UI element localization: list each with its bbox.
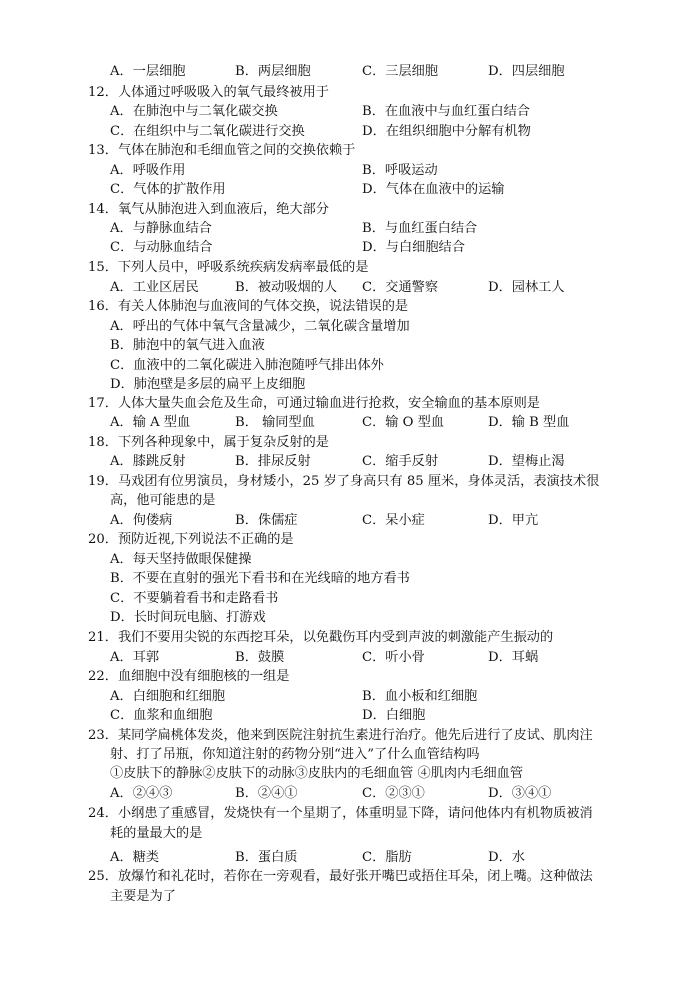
option-a: C．在组织中与二氧化碳进行交换 (110, 124, 305, 139)
option-d: D．输 B 型血 (488, 415, 570, 430)
question-text: 12．人体通过呼吸吸入的氧气最终被用于 (88, 85, 329, 100)
option-text: A．每天坚持做眼保健操 (110, 552, 252, 567)
options-row (0, 219, 696, 239)
option-a: A．白细胞和红细胞 (110, 689, 226, 704)
options-row (0, 122, 696, 142)
option-d: D．③④① (488, 786, 552, 801)
options-row (0, 238, 696, 258)
option-d: D．耳蜗 (488, 650, 539, 665)
option-b: B．被动吸烟的人 (235, 280, 338, 295)
option-text: 射、打了吊瓶，你知道注射的药物分别“进入”了什么血管结构吗 (110, 747, 480, 762)
option-b: B．鼓膜 (235, 650, 285, 665)
option-text: D．长时间玩电脑、打游戏 (110, 610, 266, 625)
question-text: 21．我们不要用尖锐的东西挖耳朵，以免戳伤耳内受到声波的刺激能产生振动的 (88, 630, 554, 645)
option-a: C．气体的扩散作用 (110, 182, 226, 197)
option-text: D．肺泡壁是多层的扁平上皮细胞 (110, 377, 306, 392)
question-text: 24．小纲患了重感冒，发烧快有一个星期了，体重明显下降，请问他体内有机物质被消 (88, 806, 593, 821)
question-text: 20．预防近视,下列说法不正确的是 (88, 532, 294, 547)
options-row (0, 413, 696, 433)
options-row (0, 180, 696, 200)
option-c: B．呼吸运动 (362, 163, 438, 178)
option-b: B． 输同型血 (235, 415, 315, 430)
question-text: 22．血细胞中没有细胞核的一组是 (88, 669, 290, 684)
option-text: 耗的量最大的是 (110, 826, 203, 841)
question-text: 16．有关人体肺泡与血液间的气体交换，说法错误的是 (88, 299, 409, 314)
option-c: C．听小骨 (362, 650, 425, 665)
option-c: C．输 O 型血 (362, 415, 445, 430)
option-text: B．肺泡中的氧气进入血液 (110, 338, 265, 353)
option-c: C．交通警察 (362, 280, 439, 295)
option-a: C．血浆和血细胞 (110, 708, 213, 723)
option-d: D．甲亢 (488, 513, 539, 528)
option-a: A．糖类 (110, 850, 160, 865)
option-c: D．与白细胞结合 (362, 240, 465, 255)
option-c: C．呆小症 (362, 513, 425, 528)
question-text: 13．气体在肺泡和毛细血管之间的交换依赖于 (88, 143, 356, 158)
option-a: A．佝偻病 (110, 513, 173, 528)
option-b: B．排尿反射 (235, 454, 311, 469)
question-text: 14．氧气从肺泡进入到血液后，绝大部分 (88, 202, 329, 217)
option-text: B．不要在直射的强光下看书和在光线暗的地方看书 (110, 571, 410, 586)
option-a: A．耳郭 (110, 650, 160, 665)
option-c: C．脂肪 (362, 850, 412, 865)
option-c: B．与血红蛋白结合 (362, 221, 478, 236)
option-text: C．不要躺着看书和走路看书 (110, 591, 279, 606)
option-c: C．缩手反射 (362, 454, 439, 469)
question-text: 19．马戏团有位男演员，身材矮小，25 岁了身高只有 85 厘米，身体灵活，表演技术很 (88, 474, 600, 489)
question-text: 25．放爆竹和礼花时，若你在一旁观看，最好张开嘴巴或捂住耳朵，闭上嘴。这种做法 (88, 869, 593, 884)
options-row (0, 511, 696, 531)
option-a: A．输 A 型血 (110, 415, 191, 430)
option-c: C．②③① (362, 786, 425, 801)
question-text: 17．人体大量失血会危及生命，可通过输血进行抢救，安全输血的基本原则是 (88, 396, 540, 411)
option-a: A．在肺泡中与二氧化碳交换 (110, 104, 278, 119)
option-c: B．在血液中与血红蛋白结合 (362, 104, 530, 119)
option-c: C．三层细胞 (362, 64, 439, 79)
options-row (0, 687, 696, 707)
options-row (0, 452, 696, 472)
option-c: D．气体在血液中的运输 (362, 182, 505, 197)
option-d: D．园林工人 (488, 280, 565, 295)
option-text: C．血液中的二氧化碳进入肺泡随呼气排出体外 (110, 358, 384, 373)
question-text: 15．下列人员中，呼吸系统疾病发病率最低的是 (88, 260, 369, 275)
option-a: A．工业区居民 (110, 280, 199, 295)
option-b: B．两层细胞 (235, 64, 311, 79)
options-row (0, 102, 696, 122)
option-a: A．呼吸作用 (110, 163, 186, 178)
options-row (0, 706, 696, 726)
question-text: 23．某同学扁桃体发炎，他来到医院注射抗生素进行治疗。他先后进行了皮试、肌肉注 (88, 728, 593, 743)
option-text: A．呼出的气体中氧气含量减少，二氧化碳含量增加 (110, 319, 410, 334)
option-d: D．望梅止渴 (488, 454, 565, 469)
option-a: C．与动脉血结合 (110, 240, 213, 255)
option-d: D．水 (488, 850, 525, 865)
option-a: A．与静脉血结合 (110, 221, 212, 236)
option-text: ①皮肤下的静脉②皮肤下的动脉③皮肤内的毛细血管 ④肌肉内毛细血管 (110, 766, 524, 781)
options-row (0, 278, 696, 298)
option-text: 高，他可能患的是 (110, 493, 216, 508)
option-c: B．血小板和红细胞 (362, 689, 478, 704)
options-row (0, 161, 696, 181)
option-b: B．侏儒症 (235, 513, 298, 528)
option-b: B．蛋白质 (235, 850, 298, 865)
options-row (0, 648, 696, 668)
option-a: A．膝跳反射 (110, 454, 186, 469)
option-c: D．白细胞 (362, 708, 426, 723)
option-c: D．在组织细胞中分解有机物 (362, 124, 531, 139)
options-row (0, 784, 696, 804)
options-row (0, 848, 696, 868)
option-a: A．②④③ (110, 786, 173, 801)
options-row (0, 62, 696, 82)
option-b: B．②④① (235, 786, 298, 801)
option-a: A．一层细胞 (110, 64, 186, 79)
option-text: 主要是为了 (110, 889, 176, 904)
question-text: 18．下列各种现象中，属于复杂反射的是 (88, 435, 329, 450)
option-d: D．四层细胞 (488, 64, 565, 79)
